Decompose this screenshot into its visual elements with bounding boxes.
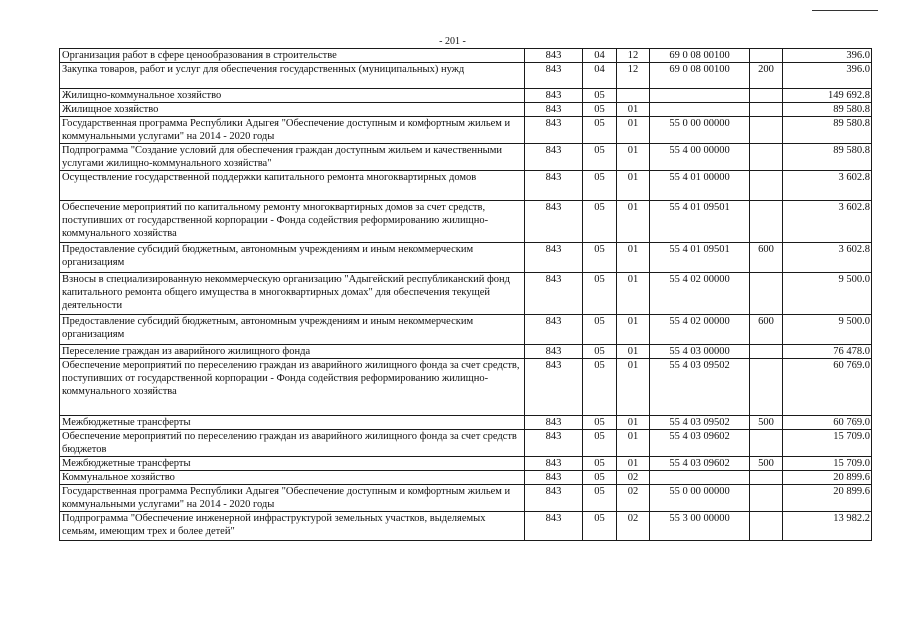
section-code-cell: 05 [583,117,617,144]
expense-type-cell [750,201,783,243]
subsection-code-cell: 12 [617,63,650,89]
target-article-cell: 55 0 00 00000 [650,485,750,512]
table-row [60,345,872,359]
subsection-code-cell: 01 [617,273,650,315]
row-name-cell: Обеспечение мероприятий по капитальному ремонту многоквартирных домов за счет средств, поступивших от государственной корпорации - Фонда содействия реформированию жилищно-коммунального хозяйства [60,201,525,243]
ved-code-cell: 843 [525,345,583,359]
section-code-cell: 05 [583,416,617,430]
row-name-cell: Подпрограмма "Обеспечение инженерной инфраструктурой земельных участков, выделяемых семьям, имеющим трех и более детей" [60,512,525,541]
subsection-code-cell [617,89,650,103]
expense-type-cell [750,430,783,457]
subsection-code-cell: 01 [617,315,650,345]
expense-type-cell [750,171,783,201]
row-name-cell: Межбюджетные трансферты [60,457,525,471]
amount-cell: 20 899.6 [783,471,872,485]
subsection-code-cell: 12 [617,49,650,63]
target-article-cell: 69 0 08 00100 [650,49,750,63]
subsection-code-cell: 01 [617,457,650,471]
section-code-cell: 05 [583,457,617,471]
subsection-code-cell: 01 [617,171,650,201]
subsection-code-cell: 02 [617,471,650,485]
expense-type-cell [750,512,783,541]
amount-cell: 15 709.0 [783,457,872,471]
target-article-cell: 55 0 00 00000 [650,117,750,144]
amount-cell: 9 500.0 [783,315,872,345]
amount-cell: 60 769.0 [783,416,872,430]
ved-code-cell: 843 [525,144,583,171]
table-row [60,273,872,315]
expense-type-cell: 600 [750,243,783,273]
section-code-cell: 05 [583,430,617,457]
target-article-cell [650,103,750,117]
table-row [60,512,872,541]
row-name-cell: Обеспечение мероприятий по переселению граждан из аварийного жилищного фонда за счет средств, поступивших от государственной корпорации - Фонда содействия реформированию жилищно-коммунального хозяйства [60,359,525,416]
subsection-code-cell: 01 [617,103,650,117]
amount-cell: 149 692.8 [783,89,872,103]
row-name-cell: Коммунальное хозяйство [60,471,525,485]
expense-type-cell [750,89,783,103]
section-code-cell: 05 [583,89,617,103]
section-code-cell: 05 [583,103,617,117]
expense-type-cell: 600 [750,315,783,345]
target-article-cell: 55 4 00 00000 [650,144,750,171]
subsection-code-cell: 01 [617,117,650,144]
ved-code-cell: 843 [525,63,583,89]
row-name-cell: Подпрограмма "Создание условий для обеспечения граждан доступным жильем и качественными услугами жилищно-коммунального хозяйства" [60,144,525,171]
amount-cell: 3 602.8 [783,243,872,273]
table-row [60,63,872,89]
amount-cell: 20 899.6 [783,485,872,512]
target-article-cell: 55 4 01 09501 [650,243,750,273]
target-article-cell: 55 4 01 09501 [650,201,750,243]
ved-code-cell: 843 [525,273,583,315]
amount-cell: 3 602.8 [783,171,872,201]
row-name-cell: Организация работ в сфере ценообразования в строительстве [60,49,525,63]
amount-cell: 60 769.0 [783,359,872,416]
row-name-cell: Межбюджетные трансферты [60,416,525,430]
row-name-cell: Взносы в специализированную некоммерческую организацию "Адыгейский республиканский фонд капитального ремонта общего имущества в многоквартирных домах" для обеспечения текущей деятельности [60,273,525,315]
expense-type-cell: 500 [750,457,783,471]
budget-table [59,48,872,541]
amount-cell: 3 602.8 [783,201,872,243]
row-name-cell: Государственная программа Республики Адыгея "Обеспечение доступным и комфортным жильем и коммунальными услугами" на 2014 - 2020 годы [60,485,525,512]
table-row [60,243,872,273]
table-row [60,103,872,117]
expense-type-cell [750,273,783,315]
row-name-cell: Осуществление государственной поддержки капитального ремонта многоквартирных домов [60,171,525,201]
ved-code-cell: 843 [525,416,583,430]
table-row [60,49,872,63]
ved-code-cell: 843 [525,117,583,144]
expense-type-cell: 200 [750,63,783,89]
section-code-cell: 05 [583,315,617,345]
target-article-cell: 55 4 03 09502 [650,416,750,430]
subsection-code-cell: 01 [617,345,650,359]
section-code-cell: 05 [583,512,617,541]
section-code-cell: 05 [583,345,617,359]
table-row [60,89,872,103]
table-row [60,430,872,457]
expense-type-cell [750,49,783,63]
ved-code-cell: 843 [525,430,583,457]
amount-cell: 89 580.8 [783,144,872,171]
ved-code-cell: 843 [525,89,583,103]
table-row [60,117,872,144]
row-name-cell: Государственная программа Республики Адыгея "Обеспечение доступным и комфортным жильем и коммунальными услугами" на 2014 - 2020 годы [60,117,525,144]
subsection-code-cell: 02 [617,485,650,512]
section-code-cell: 05 [583,243,617,273]
row-name-cell: Жилищное хозяйство [60,103,525,117]
row-name-cell: Предоставление субсидий бюджетным, автономным учреждениям и иным некоммерческим организациям [60,243,525,273]
subsection-code-cell: 01 [617,201,650,243]
target-article-cell: 55 4 03 09602 [650,457,750,471]
subsection-code-cell: 01 [617,430,650,457]
expense-type-cell [750,345,783,359]
target-article-cell: 55 4 03 00000 [650,345,750,359]
ved-code-cell: 843 [525,485,583,512]
expense-type-cell [750,485,783,512]
subsection-code-cell: 02 [617,512,650,541]
table-row [60,359,872,416]
subsection-code-cell: 01 [617,144,650,171]
target-article-cell: 69 0 08 00100 [650,63,750,89]
target-article-cell: 55 4 03 09502 [650,359,750,416]
ved-code-cell: 843 [525,103,583,117]
subsection-code-cell: 01 [617,243,650,273]
row-name-cell: Обеспечение мероприятий по переселению граждан из аварийного жилищного фонда за счет средств бюджетов [60,430,525,457]
section-code-cell: 04 [583,49,617,63]
target-article-cell: 55 4 01 00000 [650,171,750,201]
section-code-cell: 04 [583,63,617,89]
amount-cell: 89 580.8 [783,117,872,144]
section-code-cell: 05 [583,171,617,201]
ved-code-cell: 843 [525,457,583,471]
table-row [60,201,872,243]
expense-type-cell [750,117,783,144]
section-code-cell: 05 [583,485,617,512]
target-article-cell [650,471,750,485]
target-article-cell: 55 4 02 00000 [650,273,750,315]
row-name-cell: Закупка товаров, работ и услуг для обеспечения государственных (муниципальных) нужд [60,63,525,89]
row-name-cell: Переселение граждан из аварийного жилищного фонда [60,345,525,359]
ved-code-cell: 843 [525,359,583,416]
section-code-cell: 05 [583,471,617,485]
expense-type-cell [750,103,783,117]
amount-cell: 9 500.0 [783,273,872,315]
target-article-cell: 55 4 02 00000 [650,315,750,345]
ved-code-cell: 843 [525,171,583,201]
amount-cell: 15 709.0 [783,430,872,457]
ved-code-cell: 843 [525,201,583,243]
expense-type-cell [750,359,783,416]
amount-cell: 76 478.0 [783,345,872,359]
table-row [60,471,872,485]
table-row [60,171,872,201]
amount-cell: 396.0 [783,63,872,89]
top-rule [812,10,878,11]
table-row [60,457,872,471]
row-name-cell: Жилищно-коммунальное хозяйство [60,89,525,103]
subsection-code-cell: 01 [617,416,650,430]
amount-cell: 13 982.2 [783,512,872,541]
target-article-cell [650,89,750,103]
subsection-code-cell: 01 [617,359,650,416]
target-article-cell: 55 4 03 09602 [650,430,750,457]
amount-cell: 89 580.8 [783,103,872,117]
expense-type-cell: 500 [750,416,783,430]
ved-code-cell: 843 [525,512,583,541]
expense-type-cell [750,144,783,171]
expense-type-cell [750,471,783,485]
table-row [60,416,872,430]
row-name-cell: Предоставление субсидий бюджетным, автономным учреждениям и иным некоммерческим организациям [60,315,525,345]
section-code-cell: 05 [583,359,617,416]
table-row [60,485,872,512]
table-row [60,315,872,345]
section-code-cell: 05 [583,201,617,243]
table-row [60,144,872,171]
ved-code-cell: 843 [525,49,583,63]
table-body [60,49,872,541]
target-article-cell: 55 3 00 00000 [650,512,750,541]
ved-code-cell: 843 [525,471,583,485]
ved-code-cell: 843 [525,243,583,273]
section-code-cell: 05 [583,144,617,171]
ved-code-cell: 843 [525,315,583,345]
page-number: - 201 - [439,36,466,47]
amount-cell: 396.0 [783,49,872,63]
section-code-cell: 05 [583,273,617,315]
